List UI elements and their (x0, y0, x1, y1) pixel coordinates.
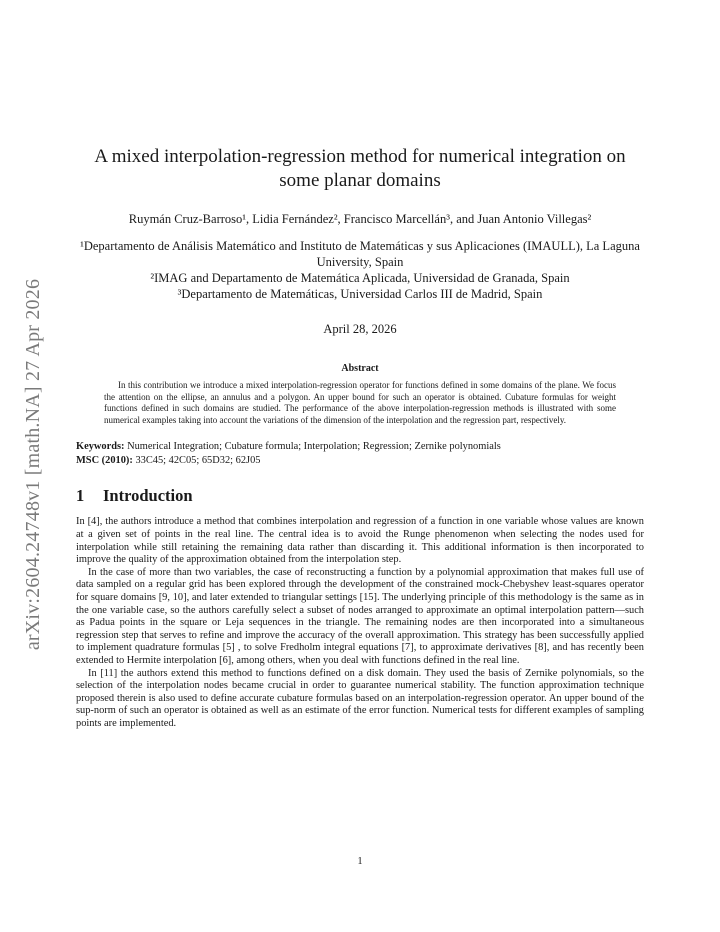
msc-line (76, 454, 644, 468)
author-list: Ruymán Cruz-Barroso¹, Lidia Fernández², Francisco Marcellán³, and Juan Antonio Villegas² (128, 212, 592, 226)
msc-label: MSC (2010): (76, 455, 133, 467)
abstract-heading: Abstract (341, 363, 379, 374)
page-number: 1 (357, 856, 363, 867)
keywords-value: Numerical Integration; Cubature formula; Interpolation; Regression; Zernike polynomials (127, 441, 501, 453)
arxiv-identifier: arXiv:2604.24748v1 [math.NA] 27 Apr 2026 (22, 278, 45, 650)
affiliation-2: ²IMAG and Departamento de Matemática Aplicada, Universidad de Granada, Spain (150, 271, 570, 285)
msc-value: 33C45; 42C05; 65D32; 62J05 (135, 455, 261, 467)
arxiv-sidebar-stamp (16, 238, 52, 690)
keywords-label: Keywords: (76, 441, 125, 453)
section-heading-introduction (76, 486, 644, 506)
paper-title: A mixed interpolation-regression method for numerical integration on some planar domains (94, 146, 626, 191)
section-title: Introduction (103, 486, 193, 506)
keywords-line (76, 440, 644, 454)
abstract-text: In this contribution we introduce a mixed interpolation-regression operator for functions defined in some domains of the plane. We focus the attention on the ellipse, an annulus and a polygon. An upper bound for such an operator is obtained. Cubature formulas for weight functions defined in such domains are studied. The performance of the above interpolation-regression methods is illustrated with some numerical examples taking into account the variations of the dimension of the interpolation and the regression part, respectively. (104, 380, 616, 425)
intro-paragraph-3: In [11] the authors extend this method to functions defined on a disk domain. They used the basis of Zernike polynomials, so the selection of the interpolation nodes became crucial in order to guarantee numerical stability. The function approximation technique proposed therein is also used to define accurate cubature formulas based on an interpolation-regression operator. An upper bound of the sup-norm of such an operator is obtained as well as an estimate of the error function. Numerical tests for different examples of sampling points are implemented. (76, 667, 644, 729)
affiliation-3: ³Departamento de Matemáticas, Universidad Carlos III de Madrid, Spain (177, 287, 543, 301)
affiliation-1: ¹Departamento de Análisis Matemático and Instituto de Matemáticas y sus Aplicaciones (IMAULL), La Laguna University, Spain (80, 239, 640, 269)
intro-paragraph-2: In the case of more than two variables, the case of reconstructing a function by a polynomial approximation that makes full use of data sampled on a regular grid has been explored through the development of the constrained mock-Chebyshev least-squares operator for square domains [9, 10], and later extended to triangular settings [15]. The underlying principle of this methodology is the same as in the one variable case, so the authors carefully select a subset of nodes arranged to approximate an optimal interpolation pattern—such as Padua points in the square or Leja sequences in the triangle. The remaining nodes are then incorporated into a simultaneous regression step that serves to refine and improve the accuracy of the overall approximation. This strategy has been successfully applied to implement quadrature formulas [5] , to solve Fredholm integral equations [7], to approximate derivatives [8], and has recently been extended to Hermite interpolation [6], among others, when you deal with functions defined in the real line. (76, 566, 644, 666)
section-number: 1 (76, 486, 85, 506)
intro-paragraph-1: In [4], the authors introduce a method that combines interpolation and regression of a function in one variable whose values are known at a given set of points in the real line. The central idea is to avoid the Runge phenomenon when selecting the nodes used for interpolation while still retaining the remaining data rather than discarding it. This additional information is then incorporated to improve the quality of the approximation obtained from the interpolation step. (76, 516, 644, 566)
paper-date: April 28, 2026 (323, 322, 397, 336)
paper-page (76, 145, 644, 730)
